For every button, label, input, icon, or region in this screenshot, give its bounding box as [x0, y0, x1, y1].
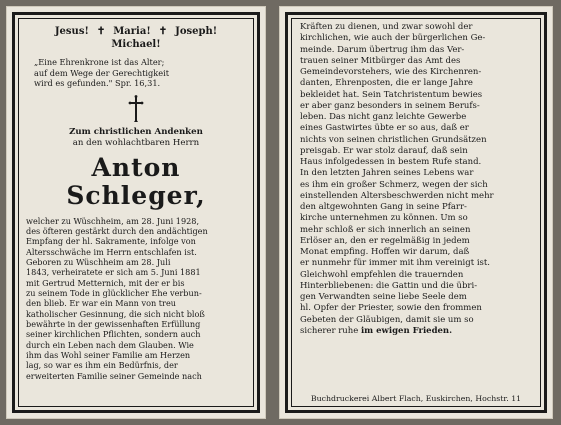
text-line: preisgab. Er war stolz darauf, daß sein: [300, 145, 468, 156]
bible-quote: [34, 57, 246, 89]
text-line: ihm das Wohl seiner Familie am Herzen: [26, 349, 191, 360]
closing-line: [300, 326, 532, 337]
text-line: trauen seiner Mitbürger das Amt des: [300, 55, 461, 66]
right-page: [279, 6, 553, 419]
closing-phrase: im ewigen Frieden.: [360, 325, 453, 336]
text-line: bekleidet hat. Sein Tatchristentum bewies: [300, 89, 483, 100]
text-line: gen Verwandten seine liebe Seele dem: [300, 292, 467, 302]
cross-separator-icon: ✝: [96, 26, 106, 37]
text-line: Kräften zu dienen, und zwar sowohl der: [300, 22, 473, 32]
cross-separator-icon: ✝: [158, 26, 168, 37]
text-line: Empfang der hl. Sakramente, infolge von: [26, 236, 196, 247]
text-line: mit Gertrud Metternich, mit der er bis: [26, 277, 185, 288]
obituary-text-left: [26, 216, 246, 382]
text-line: den altgewohnten Gang in seine Pfarr-: [300, 202, 467, 212]
text-line: Geboren zu Wüschheim am 28. Juli: [26, 256, 171, 267]
text-line: Monat empfing. Hoffen wir darum, daß: [300, 247, 470, 257]
deceased-name: Anton Schleger,: [66, 152, 206, 210]
text-line: lag, so war es ihm ein Bedürfnis, der: [26, 360, 178, 371]
text-line: leben. Das nicht ganz leichte Gewerbe: [300, 112, 467, 122]
left-page: [6, 6, 266, 419]
text-line: kirche unternehmen zu können. Um so: [300, 213, 468, 224]
text-line: mehr schloß er sich innerlich an seinen: [300, 224, 471, 235]
text-line: bewährte in der gewissenhaften Erfüllung: [26, 318, 201, 329]
text-line: katholischer Gesinnung, die sich nicht bloß: [26, 308, 205, 319]
text-line: Gebeten der Gläubigen, damit sie um so: [300, 314, 474, 325]
text-line: Haus infolgedessen in bestem Rufe stand.: [300, 157, 482, 167]
cross-icon: [128, 95, 144, 123]
text-line: 1843, verheiratete er sich am 5. Juni 1881: [26, 267, 201, 278]
text-line: Altersschwäche im Herrn entschlafen ist.: [26, 246, 197, 257]
text-line: es ihm ein großer Schmerz, wegen der sich: [300, 179, 488, 190]
right-page-content: [291, 18, 541, 407]
invocation-jesus: Jesus!: [54, 26, 89, 37]
text-line: des öfteren gestärkt durch den andächtigen: [26, 225, 208, 236]
text-line: kirchlichen, wie auch der bürgerlichen Ge-: [300, 33, 486, 44]
text-line: Hinterbliebenen: die Gattin und die übri-: [300, 280, 478, 291]
text-line: erweiterten Familie seiner Gemeinde nach: [26, 370, 202, 381]
right-page-frame: [285, 12, 547, 413]
text-line: eines Gastwirtes übte er so aus, daß er: [300, 123, 469, 134]
printer-imprint: Buchdruckerei Albert Flach, Euskirchen, Hochstr. 11: [310, 394, 522, 403]
memorial-subtitle: Zum christlichen Andenken: [69, 126, 203, 137]
quote-line: wird es gefunden." Spr. 16,31.: [34, 78, 161, 88]
memorial-honorific: an den wohlachtbaren Herrn: [72, 137, 200, 148]
text-line: Gleichwohl empfehlen die trauernden: [300, 269, 464, 280]
text-line: danten, Ehrenposten, die er lange Jahre: [300, 78, 473, 89]
invocation-michael: Michael!: [111, 39, 161, 50]
quote-line: auf dem Wege der Gerechtigkeit: [34, 67, 169, 78]
invocation-joseph: Joseph!: [175, 26, 218, 37]
text-line: durch ein Leben nach dem Glauben. Wie: [26, 339, 194, 350]
text-line: meinde. Darum übertrug ihm das Ver-: [300, 44, 465, 55]
text-line: nichts von seinen christlichen Grundsätzen: [300, 134, 487, 145]
text-line: einstellenden Altersbeschwerden nicht mehr: [300, 190, 494, 201]
obituary-text-right: [300, 22, 532, 337]
text-line: er aber ganz besonders in seinem Berufs-: [300, 100, 480, 111]
invocation-headline: [26, 25, 246, 51]
text-line: In den letzten Jahren seines Lebens war: [300, 168, 474, 179]
left-page-content: [18, 18, 254, 407]
text-line: er nunmehr für immer mit ihm vereinigt ist.: [300, 258, 491, 269]
text-line: den blieb. Er war ein Mann von treu: [26, 298, 176, 309]
text-line: seiner kirchlichen Pflichten, sondern auch: [26, 329, 201, 340]
text-line: zu seinem Tode in glücklicher Ehe verbun-: [26, 287, 202, 298]
text-line: welcher zu Wüschheim, am 28. Juni 1928,: [26, 215, 200, 226]
text-line: sicherer ruhe: [300, 325, 359, 336]
quote-line: „Eine Ehrenkrone ist das Alter;: [34, 57, 165, 67]
text-line: Erlöser an, den er regelmäßig in jedem: [300, 235, 470, 246]
invocation-maria: Maria!: [113, 26, 151, 37]
left-page-frame: [12, 12, 260, 413]
text-line: Gemeindevorstehers, wie des Kirchenren-: [300, 67, 482, 77]
text-line: hl. Opfer der Priester, sowie den frommen: [300, 303, 482, 314]
